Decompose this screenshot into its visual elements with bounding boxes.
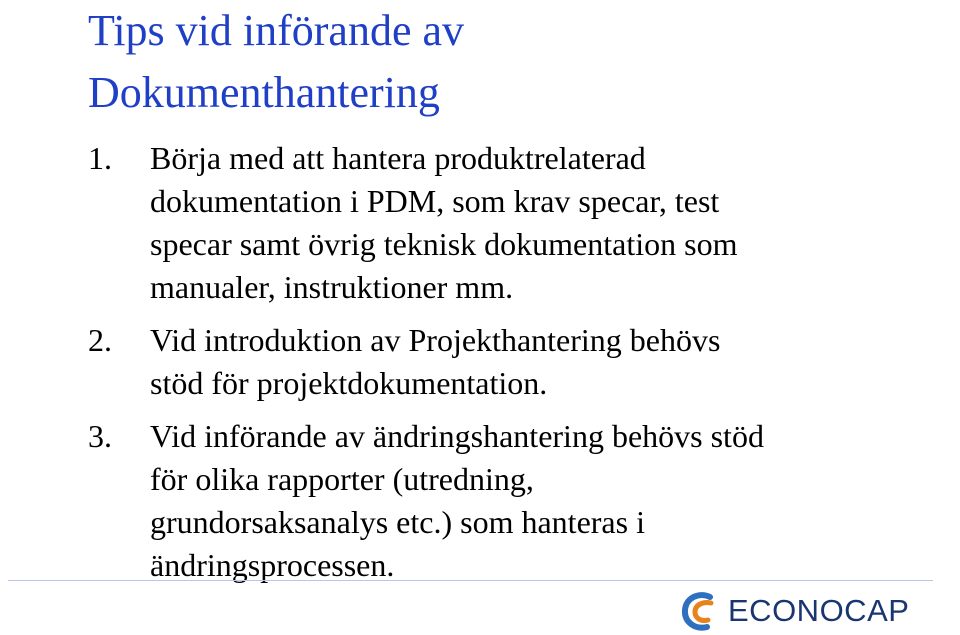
- tip-text-line: Vid införande av ändringshantering behövs stöd: [150, 418, 764, 454]
- slide-title-line-2: Dokumenthantering: [88, 68, 440, 117]
- tip-text-line: manualer, instruktioner mm.: [150, 269, 514, 305]
- econocap-logo-icon: [680, 591, 720, 631]
- logo-wordmark: ECONOCAP: [728, 593, 910, 628]
- tip-item-1: [0, 137, 940, 309]
- footer-divider: [8, 580, 933, 581]
- tip-text: [150, 137, 940, 309]
- tip-text-line: stöd för projektdokumentation.: [150, 365, 548, 401]
- slide-title-line-1: Tips vid införande av: [88, 6, 465, 55]
- tip-text-line: grundorsaksanalys etc.) som hanteras i: [150, 504, 645, 540]
- tip-text: [150, 319, 940, 405]
- tip-text-line: specar samt övrig teknisk dokumentation som: [150, 226, 738, 262]
- tip-number: 3.: [88, 418, 112, 454]
- tips-list: [0, 137, 940, 587]
- tip-number: 2.: [88, 322, 112, 358]
- company-logo: [680, 591, 909, 631]
- tip-text-line: för olika rapporter (utredning,: [150, 461, 534, 497]
- tip-number: 1.: [88, 140, 112, 176]
- slide-title: [88, 0, 948, 124]
- tip-text-line: ändringsprocessen.: [150, 547, 395, 583]
- tip-item-2: [0, 319, 940, 405]
- tip-text-line: Börja med att hantera produktrelaterad: [150, 140, 646, 176]
- tip-text-line: Vid introduktion av Projekthantering behövs: [150, 322, 721, 358]
- tip-text: [150, 415, 940, 587]
- tip-item-3: [0, 415, 940, 587]
- tip-text-line: dokumentation i PDM, som krav specar, test: [150, 183, 720, 219]
